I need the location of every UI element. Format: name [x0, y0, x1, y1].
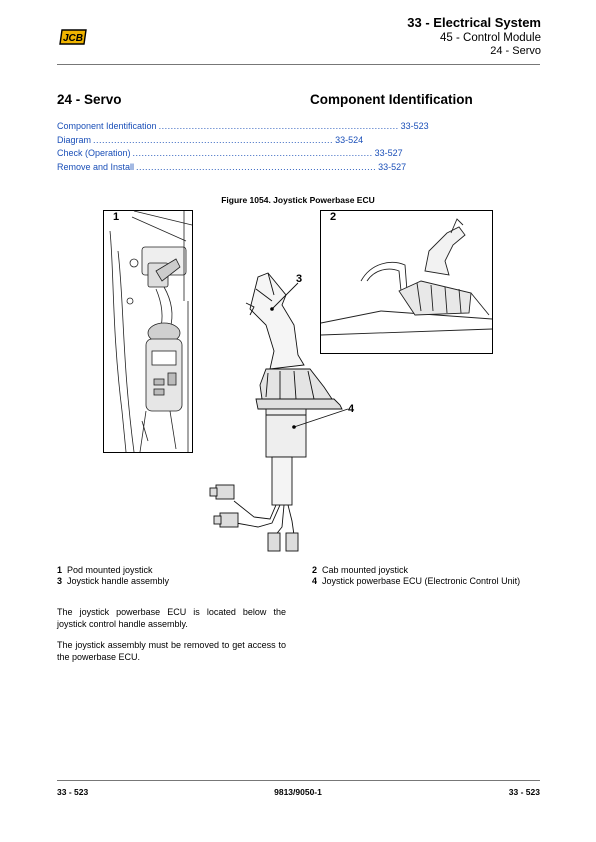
section-title: 24 - Servo — [57, 92, 122, 107]
callout-4: 4 — [348, 403, 355, 415]
footer-page-left: 33 - 523 — [57, 787, 89, 797]
body-paragraph-2: The joystick assembly must be removed to get access to the powerbase ECU. — [57, 640, 286, 662]
caption-text: Joystick handle assembly — [67, 576, 170, 586]
footer-doc-number: 9813/9050-1 — [274, 787, 322, 797]
caption-number: 3 — [57, 576, 63, 586]
caption-number: 1 — [57, 565, 63, 575]
toc-link-component-identification[interactable] — [57, 121, 429, 135]
caption-text: Pod mounted joystick — [67, 565, 153, 575]
module-subtitle: 45 - Control Module — [440, 32, 541, 44]
figure-inset-pod-joystick — [103, 210, 193, 453]
table-of-contents — [57, 121, 429, 176]
figure-title: Figure 1054. Joystick Powerbase ECU — [221, 195, 375, 205]
toc-leader: ................................................................................ — [93, 134, 334, 145]
footer-page-right: 33 - 523 — [508, 787, 540, 797]
component-identification-heading: Component Identification — [310, 92, 473, 107]
joystick-powerbase-illustration — [210, 265, 360, 560]
footer-rule — [57, 780, 540, 781]
toc-label: Check (Operation) — [57, 148, 131, 159]
toc-leader: ................................................................................ — [136, 162, 377, 173]
toc-label: Diagram — [57, 134, 92, 145]
toc-link-check-operation[interactable] — [57, 148, 403, 162]
caption-4 — [312, 576, 532, 586]
jcb-logo — [58, 28, 88, 46]
callout-1: 1 — [113, 211, 120, 223]
subsection-subtitle: 24 - Servo — [490, 45, 541, 57]
caption-text: Cab mounted joystick — [322, 565, 409, 575]
callout-3: 3 — [296, 273, 303, 285]
caption-2 — [312, 565, 542, 575]
svg-text:JCB: JCB — [62, 33, 84, 44]
toc-leader: ................................................................................ — [132, 148, 373, 159]
chapter-title: 33 - Electrical System — [407, 15, 541, 30]
caption-number: 4 — [312, 576, 318, 586]
header-rule — [57, 64, 540, 65]
caption-1 — [57, 565, 287, 575]
body-paragraph-1: The joystick powerbase ECU is located below the joystick control handle assembly. — [57, 607, 286, 629]
caption-3 — [57, 576, 287, 586]
caption-text: Joystick powerbase ECU (Electronic Control Unit) — [322, 576, 521, 586]
toc-label: Component Identification — [57, 121, 157, 131]
toc-link-remove-and-install[interactable] — [57, 162, 407, 176]
toc-page: 33-527 — [378, 162, 407, 173]
toc-page: 33-524 — [335, 134, 364, 145]
toc-leader: ................................................................................ — [158, 121, 399, 131]
caption-number: 2 — [312, 565, 318, 575]
pod-joystick-illustration — [104, 211, 192, 452]
callout-2: 2 — [330, 211, 337, 223]
toc-link-diagram[interactable] — [57, 134, 364, 149]
toc-label: Remove and Install — [57, 162, 135, 173]
toc-page: 33-523 — [400, 121, 429, 131]
toc-page: 33-527 — [374, 148, 403, 159]
